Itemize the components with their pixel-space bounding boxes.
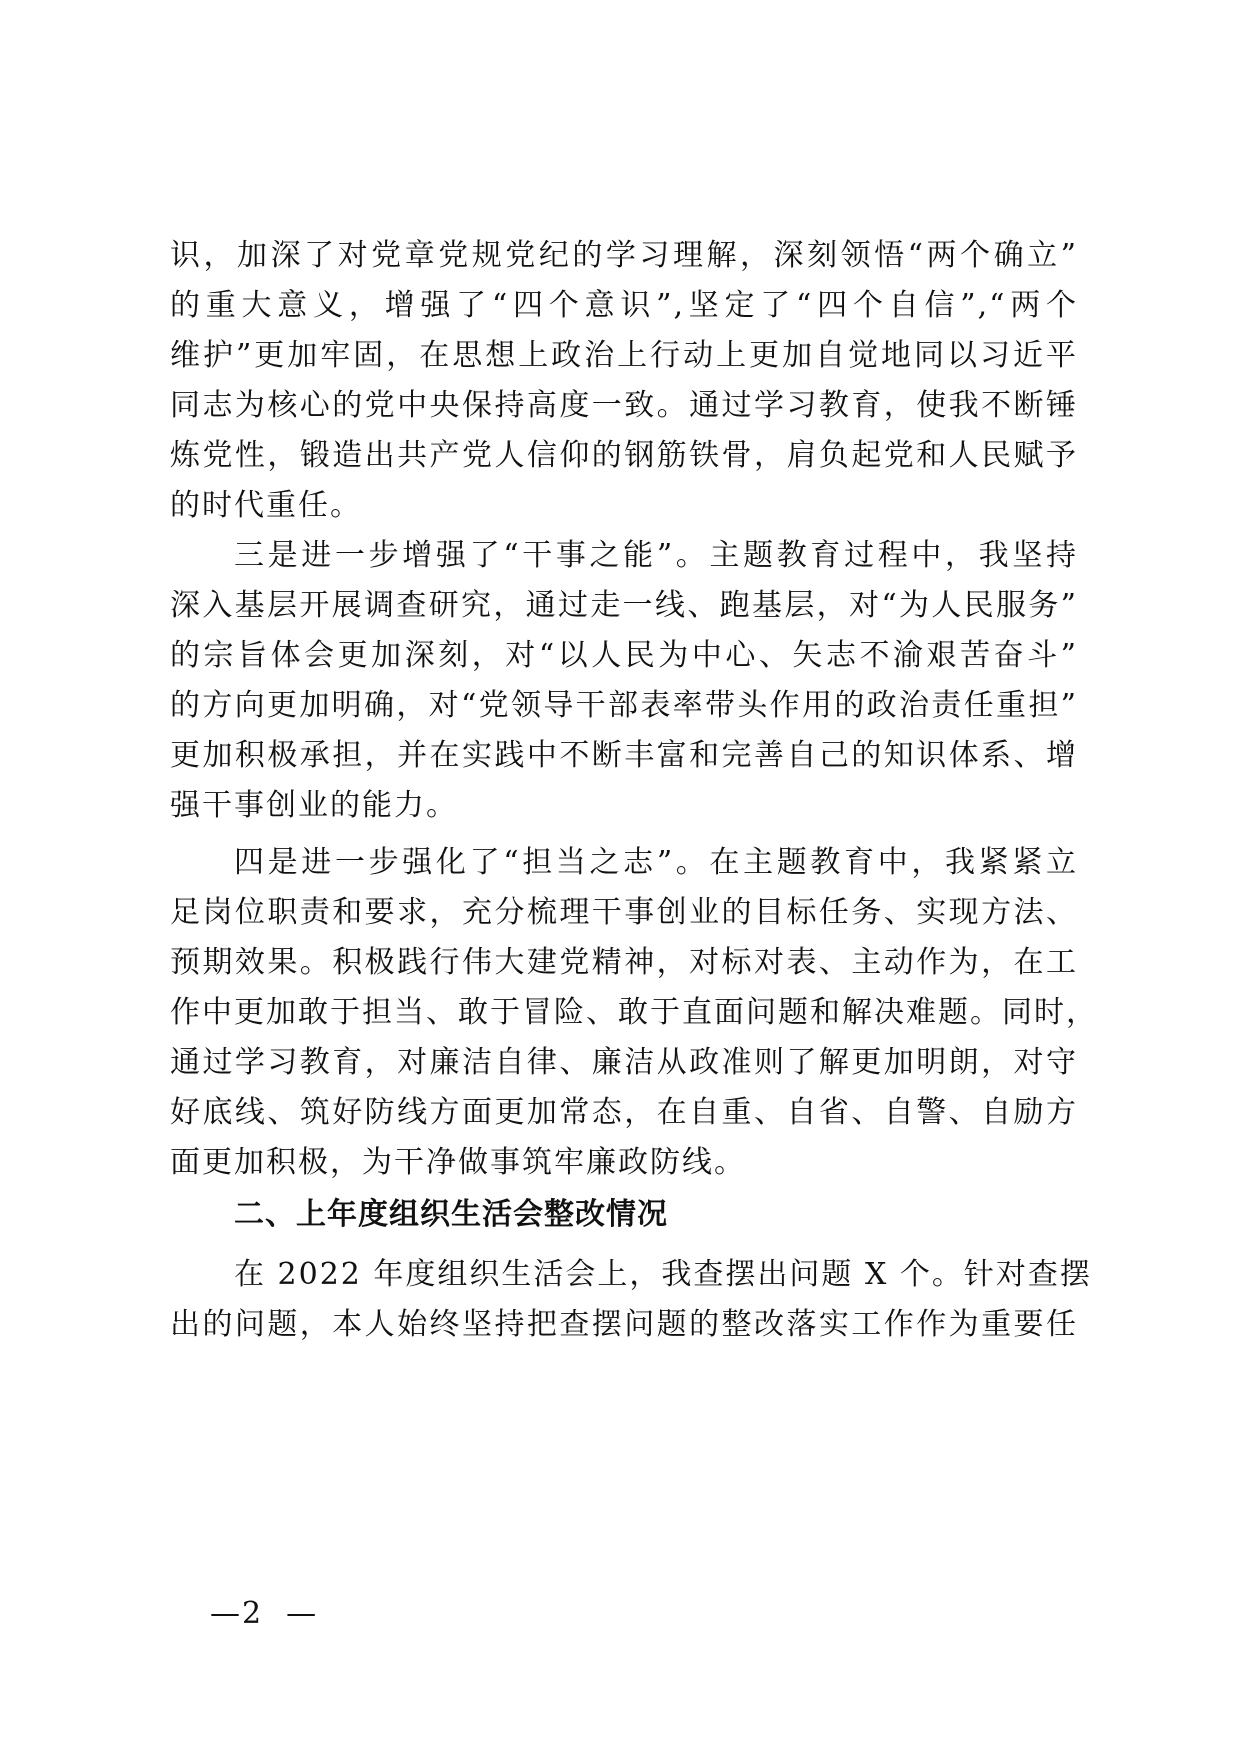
paragraph-line: 四是进一步强化了“担当之志”。在主题教育中，我紧紧立: [234, 845, 1078, 880]
paragraph-line: 的重大意义，增强了“四个意识”,坚定了“四个自信”,“两个: [170, 288, 1078, 323]
section-heading: [170, 1190, 1078, 1240]
paragraph-line: 的时代重任。: [170, 488, 362, 523]
paragraph-line: 的方向更加明确，对“党领导干部表率带头作用的政治责任重担”: [170, 688, 1078, 723]
paragraph-line: 作中更加敢于担当、敢于冒险、敢于直面问题和解决难题。同时，: [170, 995, 1098, 1030]
paragraph-1: [170, 231, 1078, 531]
paragraph-line: 三是进一步增强了“干事之能”。主题教育过程中，我坚持: [234, 538, 1078, 573]
paragraph-line: 同志为核心的党中央保持高度一致。通过学习教育，使我不断锤: [170, 388, 1078, 423]
paragraph-line: 预期效果。积极践行伟大建党精神，对标对表、主动作为，在工: [170, 945, 1078, 980]
paragraph-line: 维护”更加牢固，在思想上政治上行动上更加自觉地同以习近平: [170, 338, 1078, 373]
paragraph-line: 出的问题，本人始终坚持把查摆问题的整改落实工作作为重要任: [170, 1307, 1078, 1342]
paragraph-line: 炼党性，锻造出共产党人信仰的钢筋铁骨，肩负起党和人民赋予: [170, 438, 1078, 473]
paragraph-line: 好底线、筑好防线方面更加常态，在自重、自省、自警、自励方: [170, 1095, 1078, 1130]
paragraph-2: [170, 531, 1078, 831]
paragraph-line: 深入基层开展调查研究，通过走一线、跑基层，对“为人民服务”: [170, 588, 1078, 623]
paragraph-line: 通过学习教育，对廉洁自律、廉洁从政准则了解更加明朗，对守: [170, 1045, 1078, 1080]
page-number: —2 —: [210, 1596, 319, 1631]
paragraph-3: [170, 838, 1098, 1188]
paragraph-line: 更加积极承担，并在实践中不断丰富和完善自己的知识体系、增: [170, 738, 1078, 773]
paragraph-line: 的宗旨体会更加深刻，对“以人民为中心、矢志不渝艰苦奋斗”: [170, 638, 1078, 673]
section-heading-text: 二、上年度组织生活会整改情况: [234, 1197, 668, 1232]
paragraph-line: 在 2022 年度组织生活会上，我查摆出问题 X 个。针对查摆: [234, 1257, 1092, 1292]
paragraph-4: [170, 1250, 1092, 1350]
paragraph-line: 强干事创业的能力。: [170, 788, 458, 823]
paragraph-line: 面更加积极，为干净做事筑牢廉政防线。: [170, 1145, 746, 1180]
paragraph-line: 识，加深了对党章党规党纪的学习理解，深刻领悟“两个确立”: [170, 238, 1078, 273]
paragraph-line: 足岗位职责和要求，充分梳理干事创业的目标任务、实现方法、: [170, 895, 1078, 930]
